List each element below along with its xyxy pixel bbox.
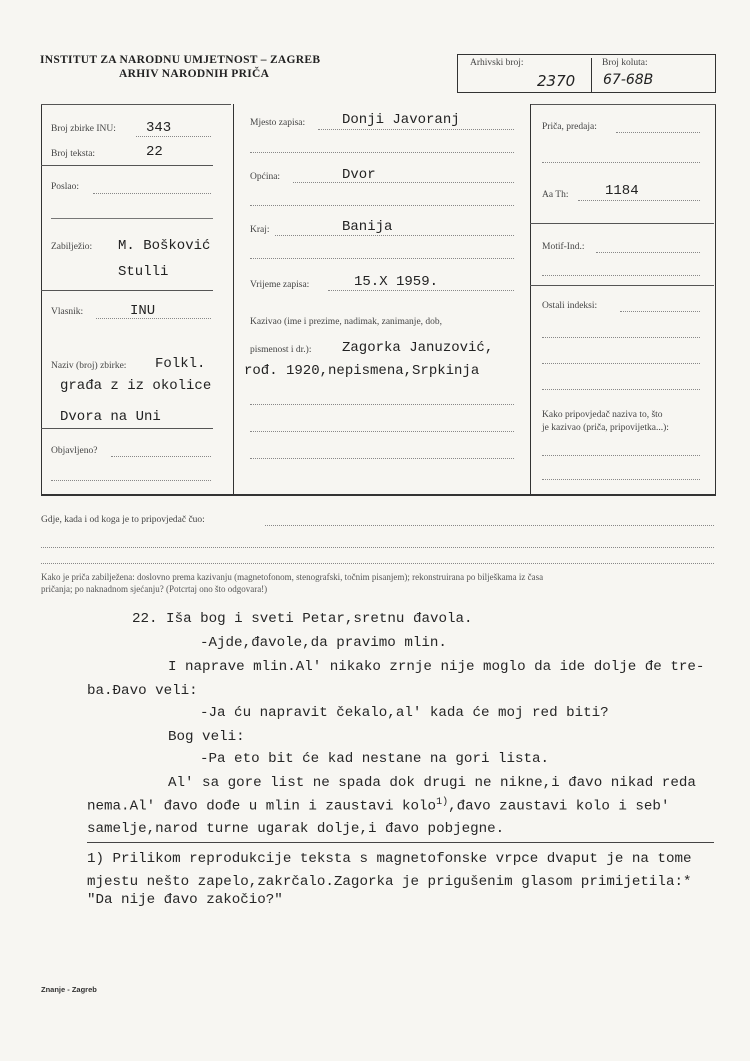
story-line-3: I naprave mlin.Al' nikako zrnje nije moglo da ide dolje đe tre- xyxy=(168,659,705,675)
municipality-value: Dvor xyxy=(342,167,376,183)
text-number-label: Broj teksta: xyxy=(51,149,96,159)
date-value: 15.X 1959. xyxy=(354,274,439,290)
collection-name-label: Naziv (broj) zbirke: xyxy=(51,361,127,371)
owner-value: INU xyxy=(130,303,156,319)
how-recorded-line-1: Kako je priča zabilježena: doslovno prema kazivanju (magnetofonom, stenografski, točnim pisanjem); rekonstruirana po bilješkama iz časa xyxy=(41,572,544,582)
story-line-7: -Pa eto bit će kad nestane na gori lista. xyxy=(200,751,550,767)
reel-number-value: 67-68B xyxy=(603,72,654,88)
story-line-9a: nema.Al' đavo dođe u mlin i zaustavi kolo xyxy=(87,798,437,815)
story-line-4: ba.Đavo veli: xyxy=(87,683,198,699)
story-line-2: -Ajde,đavole,da pravimo mlin. xyxy=(200,635,447,651)
text-number-value: 22 xyxy=(146,144,163,160)
footnote-line-2: mjestu nešto zapelo,zakrčalo.Zagorka je prigušenim glasom primijetila:* xyxy=(87,874,692,890)
footnote-line-3: "Da nije đavo zakočio?" xyxy=(87,892,283,908)
narrator-label-2: pismenost i dr.): xyxy=(250,345,312,355)
story-line-9b: ,đavo zaustavi kolo i seb' xyxy=(448,798,670,815)
archive-title: ARHIV NARODNIH PRIČA xyxy=(119,68,270,80)
narrator-value-2: rođ. 1920,nepismena,Srpkinja xyxy=(244,363,480,379)
collection-number-value: 343 xyxy=(146,120,172,136)
municipality-label: Općina: xyxy=(250,172,281,182)
story-line-5: -Ja ću napravit čekalo,al' kada će moj red biti? xyxy=(200,705,609,721)
footnote-line-1: 1) Prilikom reprodukcije teksta s magnetofonske vrpce dvaput je na tome xyxy=(87,851,692,867)
place-value: Donji Javoranj xyxy=(342,112,460,128)
recorded-by-label: Zabilježio: xyxy=(51,242,93,252)
publisher-imprint: Znanje - Zagreb xyxy=(41,985,97,994)
recorded-by-value-1: M. Bošković xyxy=(118,238,211,254)
narrator-label-1: Kazivao (ime i prezime, nadimak, zanimanje, dob, xyxy=(250,317,443,327)
archive-number-value: 2370 xyxy=(537,72,576,90)
sent-by-label: Poslao: xyxy=(51,182,79,192)
story-line-8: Al' sa gore list ne spada dok drugi ne nikne,i đavo nikad reda xyxy=(168,775,696,791)
story-line-9 xyxy=(87,798,669,814)
institute-title: INSTITUT ZA NARODNU UMJETNOST – ZAGREB xyxy=(40,54,321,66)
motif-index-label: Motif-Ind.: xyxy=(542,242,585,252)
story-line-1: 22. Iša bog i sveti Petar,sretnu đavola. xyxy=(132,611,473,627)
region-value: Banija xyxy=(342,219,393,235)
collection-name-value-2: građa z iz okolice xyxy=(60,378,212,394)
region-label: Kraj: xyxy=(250,225,270,235)
reel-number-label: Broj koluta: xyxy=(602,58,648,68)
story-line-6: Bog veli: xyxy=(168,729,245,745)
other-indexes-label: Ostali indeksi: xyxy=(542,301,598,311)
footnote-ref: 1) xyxy=(436,797,449,808)
where-heard-label: Gdje, kada i od koga je to pripovjedač čuo: xyxy=(41,515,205,525)
aath-label: Aa Th: xyxy=(542,190,569,200)
collection-name-value-3: Dvora na Uni xyxy=(60,409,161,425)
story-type-label: Priča, predaja: xyxy=(542,122,597,132)
collection-number-label: Broj zbirke INU: xyxy=(51,124,116,134)
owner-label: Vlasnik: xyxy=(51,307,84,317)
collection-name-value-1: Folkl. xyxy=(155,356,206,372)
narrator-naming-label-2: je kazivao (priča, pripovijetka...): xyxy=(542,423,669,433)
narrator-value-1: Zagorka Januzović, xyxy=(342,340,494,356)
published-label: Objavljeno? xyxy=(51,446,98,456)
narrator-naming-label-1: Kako pripovjedač naziva to, što xyxy=(542,410,663,420)
date-label: Vrijeme zapisa: xyxy=(250,280,310,290)
story-line-10: samelje,narod turne ugarak dolje,i đavo pobjegne. xyxy=(87,821,505,837)
recorded-by-value-2: Stulli xyxy=(118,264,169,280)
archive-number-label: Arhivski broj: xyxy=(470,58,524,68)
place-label: Mjesto zapisa: xyxy=(250,118,306,128)
how-recorded-line-2: pričanja; po naknadnom sjećanju? (Potcrtaj ono što odgovara!) xyxy=(41,584,268,594)
footnote-divider xyxy=(87,842,714,843)
aath-value: 1184 xyxy=(605,183,639,199)
